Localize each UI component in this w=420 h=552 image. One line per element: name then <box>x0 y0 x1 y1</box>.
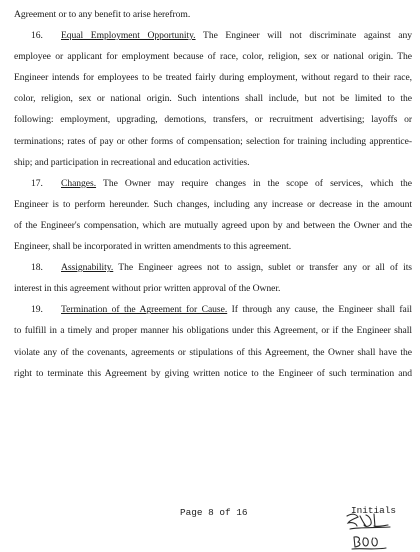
section-heading: Changes. <box>61 177 97 189</box>
text-line: employee or applicant for employment because of race, color, religion, sex or national origin. The <box>14 51 412 63</box>
text-line: ship; and participation in recreational and education activities. <box>14 156 250 168</box>
text-line: to fulfill in a timely and proper manner his obligations under this Agreement, or if the Engineer shall <box>14 325 412 337</box>
section-heading: Termination of the Agreement for Cause. <box>61 304 228 316</box>
section-number: 18. <box>31 262 43 274</box>
text-line: The Engineer will not discriminate against any <box>195 30 412 42</box>
section-16-heading-line <box>14 25 412 46</box>
section-19-heading-line <box>14 299 412 320</box>
handwritten-initials-signature <box>344 510 394 532</box>
section-number: 19. <box>31 304 43 316</box>
text-line: violate any of the covenants, agreements or stipulations of this Agreement, the Owner shall have the <box>14 346 412 358</box>
text-line: right to terminate this Agreement by giving written notice to the Engineer of such termination and <box>14 367 412 379</box>
text-line: Engineer intends for employees to be treated fairly during employment, without regard to their race, <box>14 72 412 84</box>
handwritten-initials-signature <box>350 532 390 552</box>
text-line: following: employment, upgrading, demotions, transfers, or recruitment advertising; layoffs or <box>14 114 412 126</box>
section-heading: Assignability. <box>61 262 114 274</box>
section-number: 16. <box>31 30 43 42</box>
text-line: terminations; rates of pay or other forms of compensation; selection for training including apprentice- <box>14 135 412 147</box>
section-heading: Equal Employment Opportunity. <box>61 30 196 42</box>
text-line: If through any cause, the Engineer shall fail <box>227 304 412 316</box>
text-line: Engineer, shall be incorporated in written amendments to this agreement. <box>14 241 292 253</box>
text-line: The Engineer agrees not to assign, sublet or transfer any or all of its <box>113 262 412 274</box>
text-line: Agreement or to any benefit to arise herefrom. <box>14 9 191 20</box>
text-line: interest in this agreement without prior written approval of the Owner. <box>14 283 281 295</box>
text-line: The Owner may require changes in the scope of services, which the <box>96 177 412 189</box>
text-line: Engineer is to perform hereunder. Such changes, including any increase or decrease in the amount <box>14 198 412 210</box>
document-body <box>14 4 412 384</box>
text-line: of the Engineer's compensation, which are mutually agreed upon by and between the Owner and the <box>14 219 412 231</box>
section-18-heading-line <box>14 257 412 278</box>
page-footer <box>0 504 420 552</box>
text-line: color, religion, sex or national origin. Such intentions shall include, but not be limited to the <box>14 93 412 105</box>
page-number: Page 8 of 16 <box>180 507 248 518</box>
section-17-heading-line <box>14 173 412 194</box>
section-number: 17. <box>31 177 43 189</box>
initials-label: Initials <box>351 505 397 516</box>
